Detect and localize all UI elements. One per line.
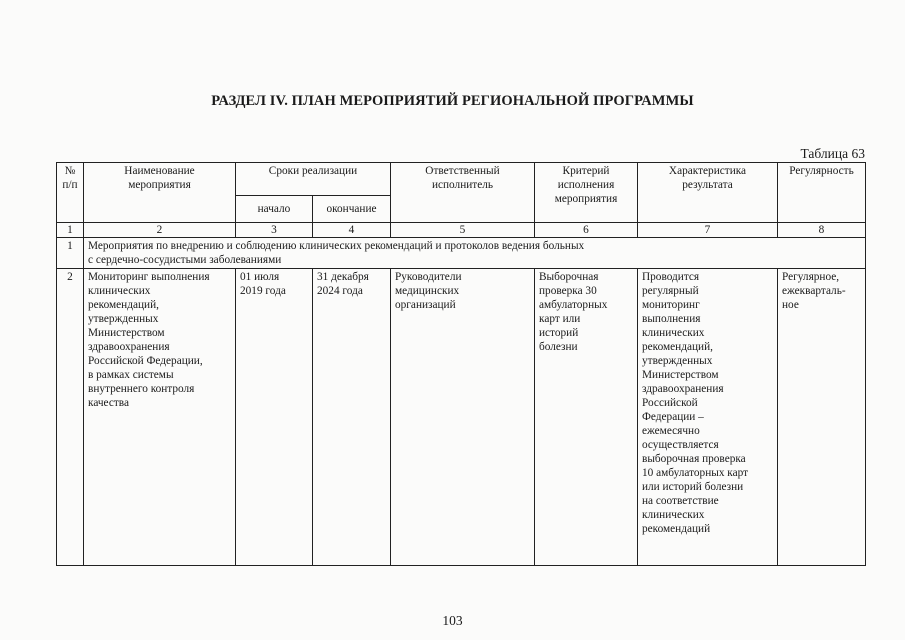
row-criterion: Выборочная проверка 30 амбулаторных карт или историй болезни <box>535 269 638 566</box>
row-executor: Руководители медицинских организаций <box>391 269 535 566</box>
header-end: окончание <box>313 196 391 223</box>
row-regularity: Регулярное, ежекварталь- ное <box>778 269 866 566</box>
row-result: Проводится регулярный мониторинг выполнения клинических рекомендаций, утвержденных Министерством здравоохранения Российской Федерации – ежемесячно осуществляется выборочная проверка 10 амбулаторных карт или историй болезни на соответствие клинических рекомендаций <box>638 269 778 566</box>
section-row <box>57 238 866 269</box>
page-number: 103 <box>442 613 463 628</box>
header-result: Характеристика результата <box>638 163 778 223</box>
row-number: 2 <box>57 269 84 566</box>
activities-plan-table <box>56 162 866 566</box>
header-activity-name: Наименование мероприятия <box>84 163 236 223</box>
header-executor: Ответственный исполнитель <box>391 163 535 223</box>
header-criterion: Критерий исполнения мероприятия <box>535 163 638 223</box>
column-number: 7 <box>638 223 778 238</box>
header-regularity: Регулярность <box>778 163 866 223</box>
column-number: 1 <box>57 223 84 238</box>
header-implementation-terms: Сроки реализации <box>236 163 391 196</box>
table-number: Таблица 63 <box>800 146 865 161</box>
table-row <box>57 269 866 566</box>
header-number: № п/п <box>57 163 84 223</box>
column-number: 4 <box>313 223 391 238</box>
section-number: 1 <box>57 238 84 269</box>
table-header-row <box>57 163 866 196</box>
column-number: 8 <box>778 223 866 238</box>
column-numbers-row <box>57 223 866 238</box>
row-end-date: 31 декабря 2024 года <box>313 269 391 566</box>
section-title: Мероприятия по внедрению и соблюдению клинических рекомендаций и протоколов ведения больных с сердечно-сосудистыми заболеваниями <box>84 238 866 269</box>
section-heading: РАЗДЕЛ IV. ПЛАН МЕРОПРИЯТИЙ РЕГИОНАЛЬНОЙ ПРОГРАММЫ <box>211 93 694 109</box>
column-number: 5 <box>391 223 535 238</box>
row-start-date: 01 июля 2019 года <box>236 269 313 566</box>
header-start: начало <box>236 196 313 223</box>
column-number: 6 <box>535 223 638 238</box>
column-number: 2 <box>84 223 236 238</box>
row-activity-name: Мониторинг выполнения клинических рекомендаций, утвержденных Министерством здравоохранения Российской Федерации, в рамках системы внутреннего контроля качества <box>84 269 236 566</box>
column-number: 3 <box>236 223 313 238</box>
